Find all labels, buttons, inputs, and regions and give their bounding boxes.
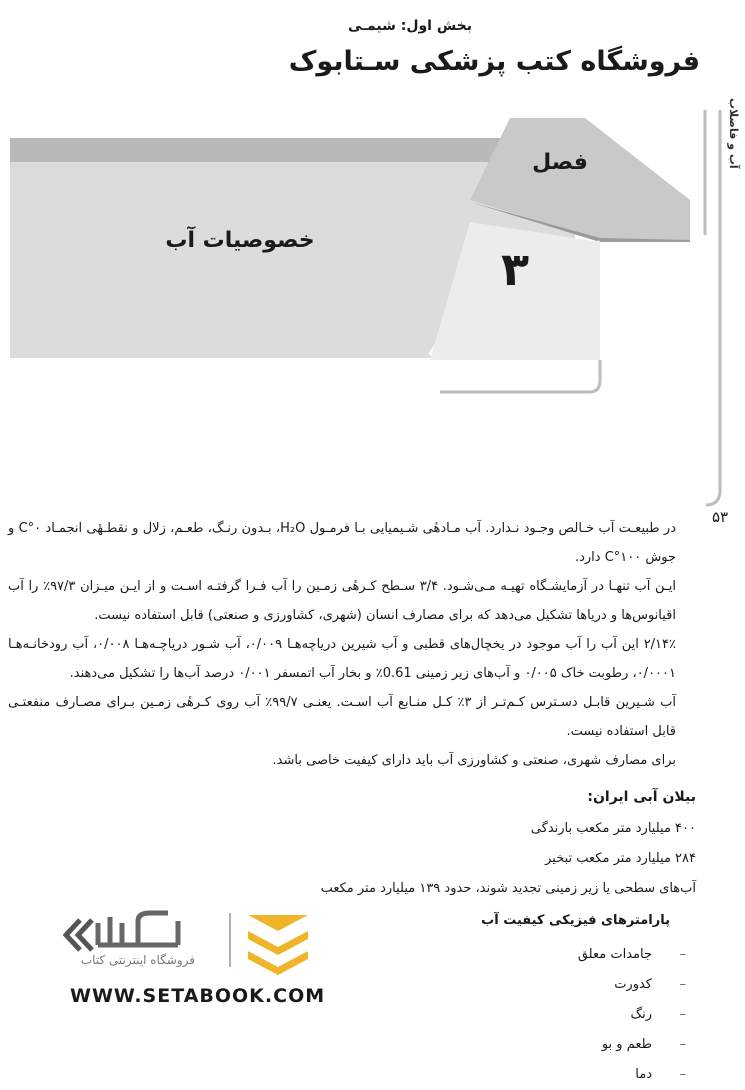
chapter-banner: [0, 110, 745, 510]
list-item: – دما: [560, 1060, 670, 1090]
paragraph: در طبیعـت آب خـالص وجـود نـدارد. آب مـادهٔی شـیمیایی بـا فرمـول H₂O، بـدون رنـگ، طعـم، زلال و نقطـهٔی انجمـاد ۰°C و جوش ۱۰۰°C دارد.: [8, 521, 676, 565]
parameters-heading: پارامترهای فیزیکی کیفیت آب: [481, 913, 670, 928]
parameters-list: [560, 940, 670, 1090]
water-budget-section: [290, 782, 696, 904]
book-mark-icon: [248, 915, 308, 931]
list-item: – رنگ: [560, 1000, 670, 1030]
parameters-section: [481, 906, 670, 1090]
paragraph: ایـن آب تنهـا در آزمایشـگاه تهیـه مـی‌شـود. ۳/۴ سـطح کـرهٔی زمـین را آب فـرا گرفتـه اسـت و از ایـن میـزان ۹۷/۳٪ را آب اقیانوس‌ها و دریاها تشکیل می‌دهد که برای مصارف انسان (شهری، کشاورزی و صنعتی) قابل استفاده نیست.: [8, 579, 676, 623]
side-label: آب و فاضلاب: [727, 98, 740, 169]
list-item: ۴۰۰ میلیارد متر مکعب بارندگی: [530, 821, 696, 836]
logo-tagline: فروشگاه اینترنتی کتاب: [80, 953, 195, 967]
body-text: [8, 514, 676, 775]
logo-url: WWW.SETABOOK.COM: [70, 985, 326, 1007]
chapter-title: خصوصیات آب: [165, 228, 315, 253]
running-title: فروشگاه کتب پزشکی سـتابوک: [288, 46, 700, 77]
list-item: آب‌های سطحی یا زیر زمینی تجدید شوند، حدود ۱۳۹ میلیارد متر مکعب: [320, 881, 696, 896]
wordmark: [98, 913, 178, 945]
water-budget-heading: بیلان آبی ایران:: [587, 789, 696, 805]
list-item: – طعم و بو: [560, 1030, 670, 1060]
list-item: – کدورت: [560, 970, 670, 1000]
paragraph: ۲/۱۴٪ این آب را آب موجود در یخچال‌های قطبی و آب شیرین دریاچه‌هـا ۰/۰۰۹، آب شـور دریاچـه‌هـا ۰/۰۰۸، آب رودخانـه‌هـا ۰/۰۰۰۱، رطوبت خاک ۰/۰۰۵ و آب‌های زیر زمینی 0.61٪ و بخار آب اتمسفر ۰/۰۰۱ درصد آب‌ها را تشکیل می‌دهند.: [8, 637, 676, 681]
chapter-number: ۳: [500, 242, 530, 296]
chapter-word: فصل: [532, 150, 588, 175]
list-item: – جامدات معلق: [560, 940, 670, 970]
chevron-icon: [78, 920, 92, 950]
section-label: بخش اول: شیمـی: [348, 18, 472, 34]
page-number: ۵۳: [711, 508, 729, 526]
paragraph: آب شـیرین قابـل دسـترس کـم‌تـر از ۳٪ کـل منـابع آب اسـت. یعنـی ۹۹/۷٪ آب روی کـرهٔی زمـین بـرای مصـارف منفعتـی قابل استفاده نیست.: [8, 695, 676, 739]
list-item: ۲۸۴ میلیارد متر مکعب تبخیر: [545, 851, 696, 866]
paragraph: برای مصارف شهری، صنعتی و کشاورزی آب باید دارای کیفیت خاصی باشد.: [272, 753, 676, 768]
banner-bar-top: [10, 138, 575, 162]
